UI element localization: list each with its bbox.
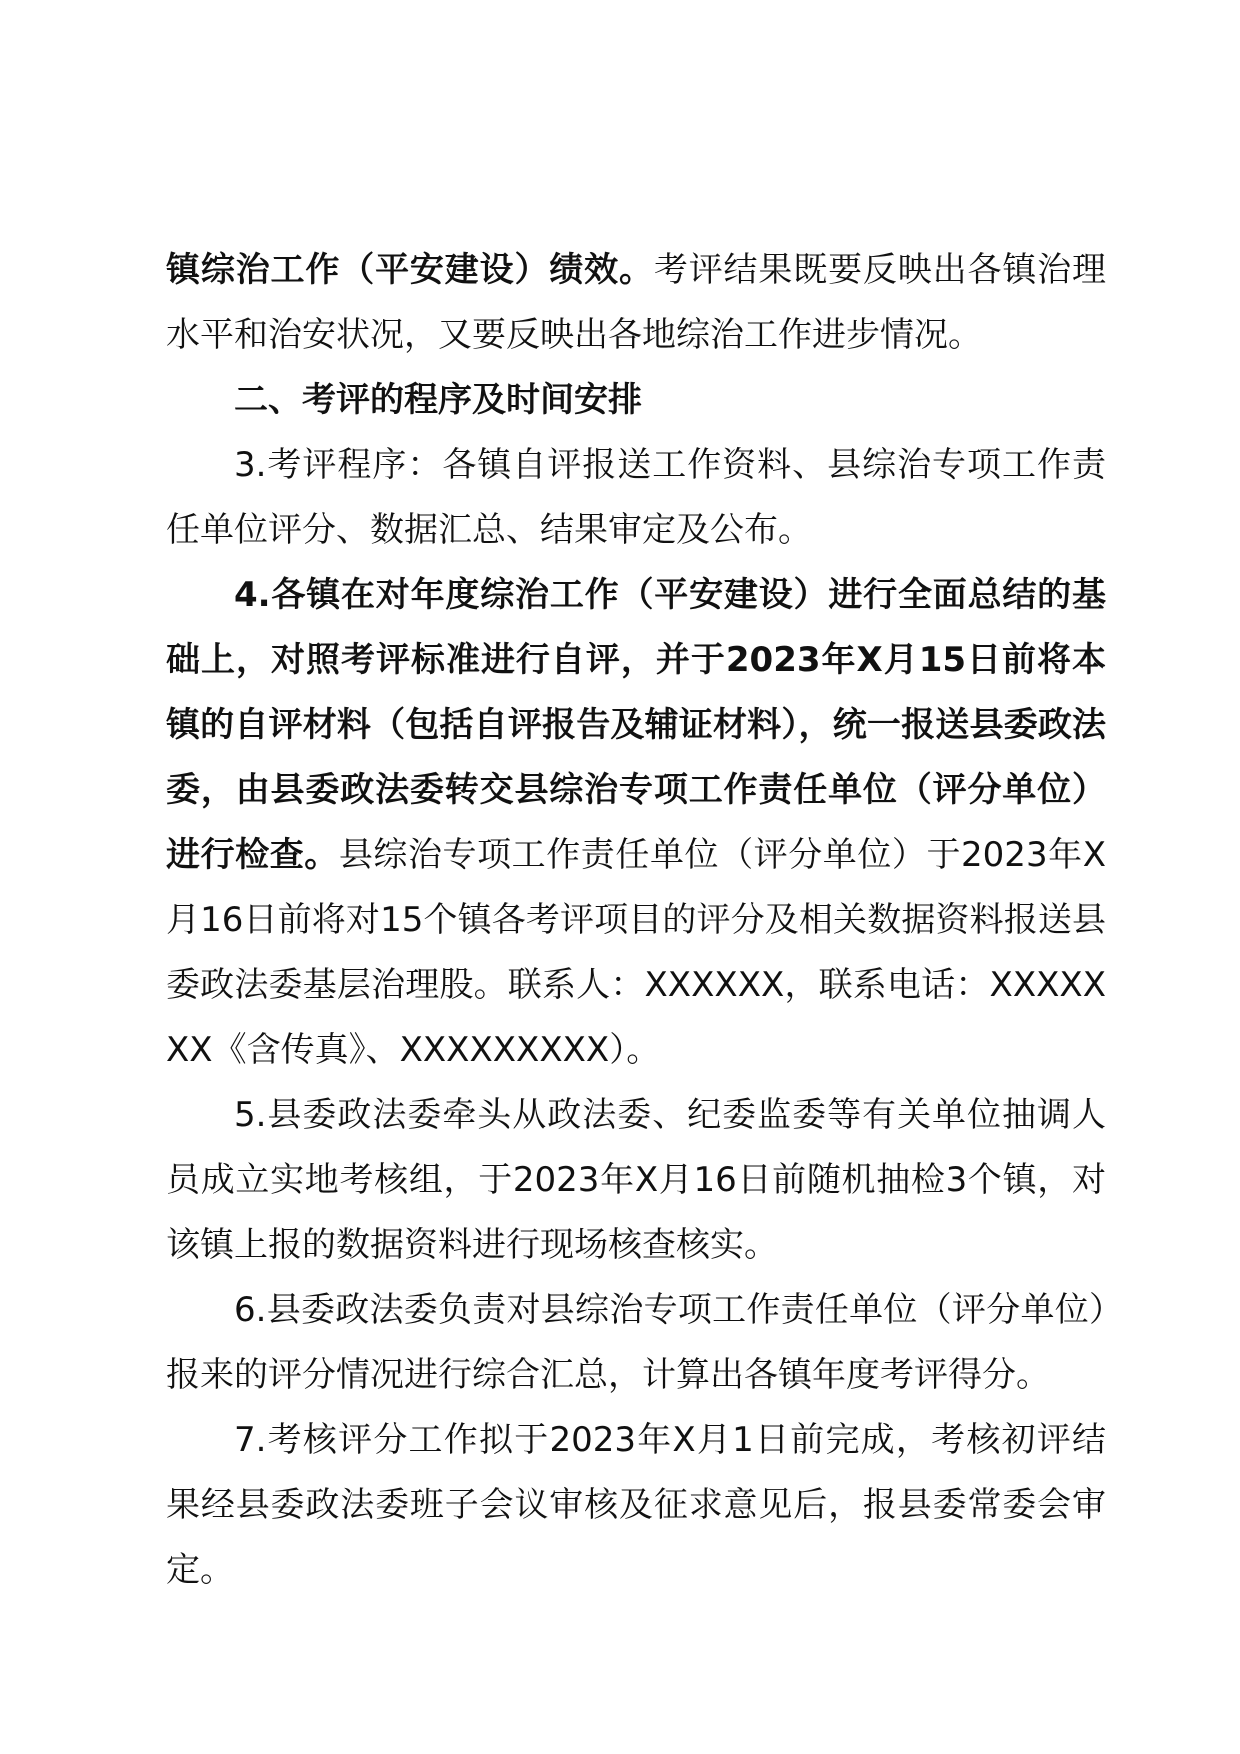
paragraph-6-text: 6.县委政法委负责对县综治专项工作责任单位（评分单位）报来的评分情况进行综合汇总，计算出各镇年度考评得分。 — [166, 1290, 1106, 1395]
paragraph-4-bold: 4.各镇在对年度综治工作（平安建设）进行全面总结的基础上，对照考评标准进行自评，并于2023年X月15日前将本镇的自评材料（包括自评报告及辅证材料），统一报送县委政法委，由县委政法委转交县综治专项工作责任单位（评分单位）进行检查。 — [166, 575, 1106, 875]
paragraph-4 — [166, 563, 1106, 1083]
paragraph-5-text: 5.县委政法委牵头从政法委、纪委监委等有关单位抽调人员成立实地考核组，于2023年X月16日前随机抽检3个镇，对该镇上报的数据资料进行现场核查核实。 — [166, 1095, 1106, 1265]
paragraph-1 — [166, 238, 1106, 368]
paragraph-6 — [166, 1278, 1106, 1408]
paragraph-4-text: 县综治专项工作责任单位（评分单位）于2023年X月16日前将对15个镇各考评项目的评分及相关数据资料报送县委政法委基层治理股。联系人：XXXXXX，联系电话：XXXXXXX《含传真》、XXXXXXXXX）。 — [166, 835, 1106, 1070]
paragraph-3-text: 3.考评程序：各镇自评报送工作资料、县综治专项工作责任单位评分、数据汇总、结果审定及公布。 — [166, 445, 1106, 550]
section-heading: 二、考评的程序及时间安排 — [234, 380, 642, 420]
paragraph-1-bold: 镇综治工作（平安建设）绩效。 — [166, 250, 654, 290]
paragraph-7-text: 7.考核评分工作拟于2023年X月1日前完成，考核初评结果经县委政法委班子会议审核及征求意见后，报县委常委会审定。 — [166, 1420, 1106, 1590]
paragraph-5 — [166, 1083, 1106, 1278]
paragraph-1-text: 考评结果既要反映出各镇治理水平和治安状况，又要反映出各地综治工作进步情况。 — [166, 250, 1107, 355]
paragraph-3 — [166, 433, 1106, 563]
document-body — [166, 238, 1106, 1603]
paragraph-7 — [166, 1408, 1106, 1603]
